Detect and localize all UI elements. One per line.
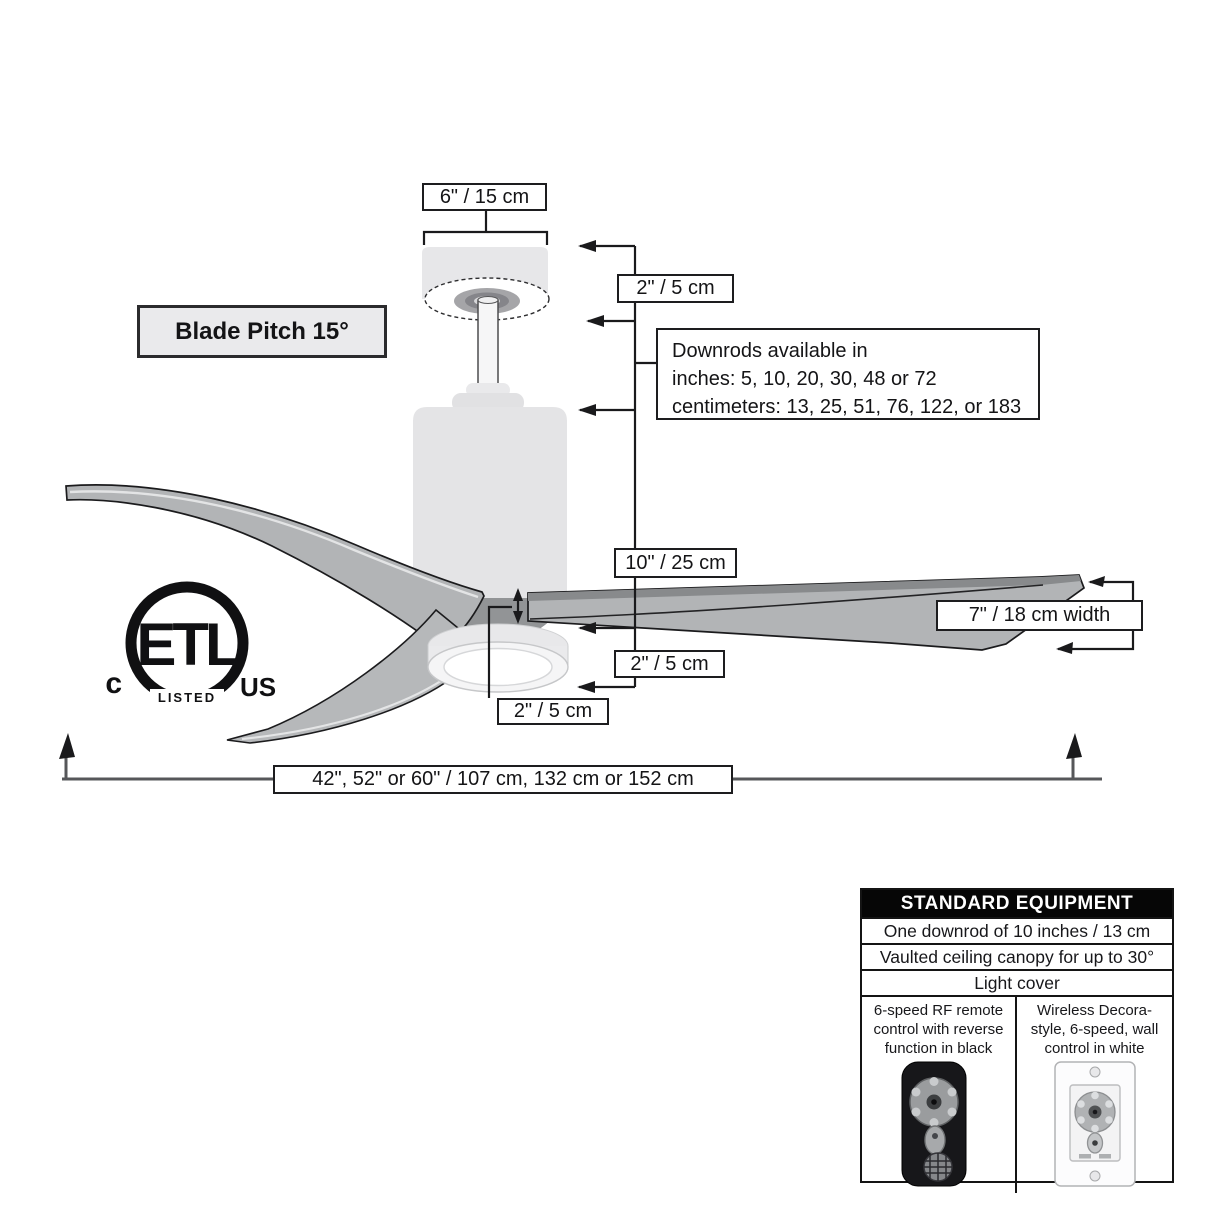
etl-mark-text: ETL (136, 611, 238, 678)
etl-us-text: US (240, 672, 277, 702)
equipment-table-header: STANDARD EQUIPMENT (862, 890, 1172, 917)
etl-c-text: c (105, 667, 122, 700)
downrods-note-line2: inches: 5, 10, 20, 30, 48 or 72 (672, 368, 937, 390)
downrods-note (656, 328, 1040, 420)
etl-listed-text: LISTED (157, 690, 217, 705)
blade-thickness-label: 2" / 5 cm (497, 698, 609, 725)
body-drop-label: 10" / 25 cm (614, 548, 737, 578)
light-height-label: 2" / 5 cm (614, 650, 725, 678)
blade-width-label: 7" / 18 cm width (936, 600, 1143, 631)
blade-pitch-label: Blade Pitch 15° (137, 305, 387, 358)
equipment-row-downrod: One downrod of 10 inches / 13 cm (862, 917, 1172, 943)
wall-control-description: Wireless Decora-style, 6-speed, wall control in white (1030, 1002, 1159, 1057)
standard-equipment-table (860, 888, 1174, 1183)
motor-housing (413, 407, 567, 599)
remote-control-description: 6-speed RF remote control with reverse function in black (873, 1002, 1004, 1057)
downrods-note-line3: centimeters: 13, 25, 51, 76, 122, or 183 (672, 396, 1022, 418)
wall-control-cell (1017, 997, 1172, 1193)
equipment-row-light-cover: Light cover (862, 969, 1172, 995)
blade-sweep-label: 42", 52" or 60" / 107 cm, 132 cm or 152 cm (273, 765, 733, 794)
etl-listed-logo (105, 587, 276, 706)
equipment-row-canopy: Vaulted ceiling canopy for up to 30° (862, 943, 1172, 969)
blade-sweep-arrowheads (59, 733, 1082, 759)
downrods-note-line1: Downrods available in (672, 340, 868, 362)
remote-control-cell (862, 997, 1017, 1193)
canopy-height-label: 2" / 5 cm (617, 274, 734, 303)
rf-remote-image (879, 1060, 999, 1190)
canopy-width-label: 6" / 15 cm (422, 183, 547, 211)
light-kit (428, 624, 568, 692)
wall-control-image (1035, 1060, 1155, 1190)
